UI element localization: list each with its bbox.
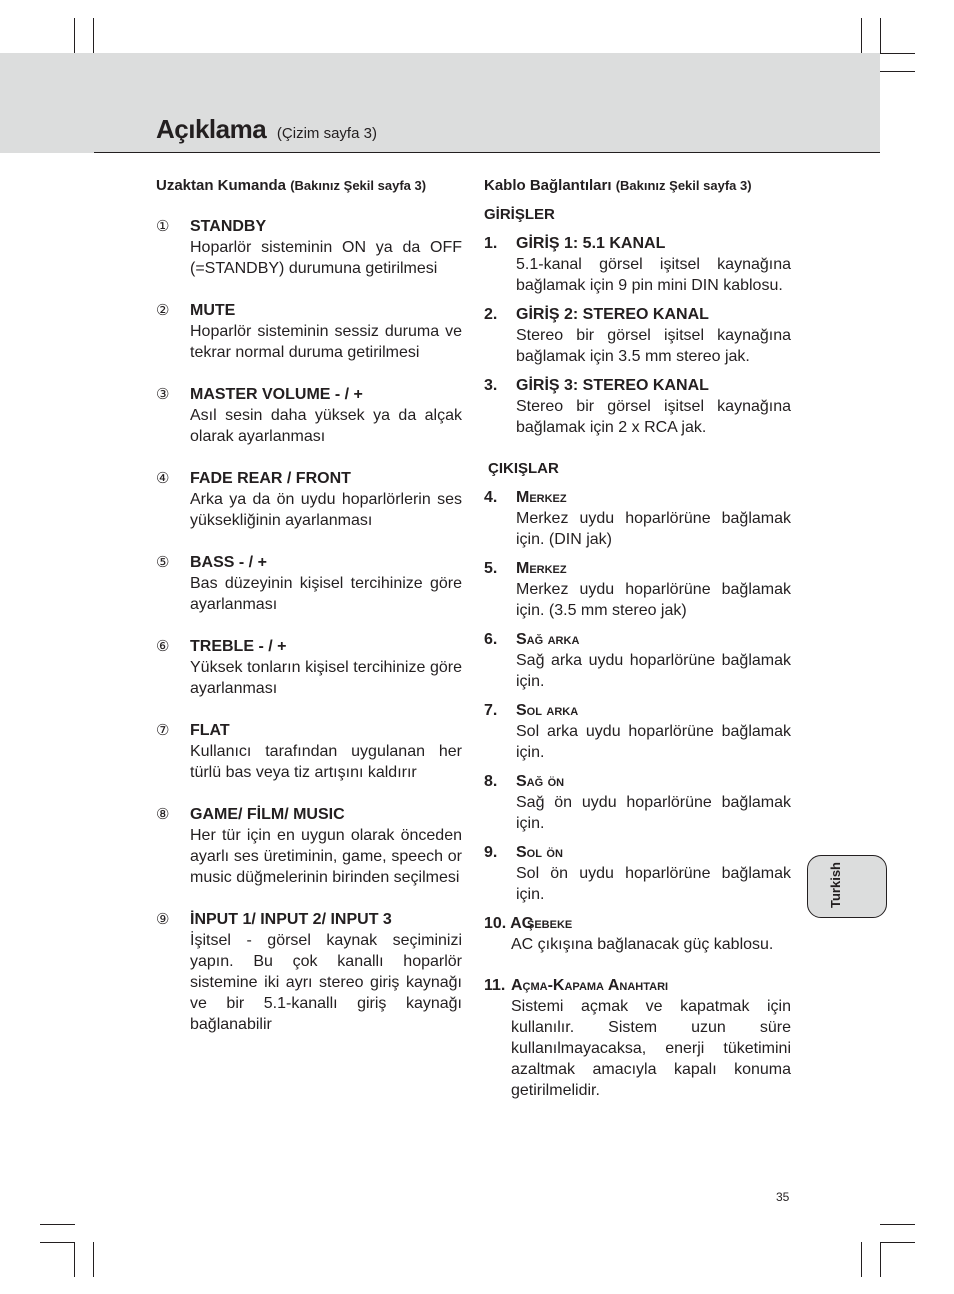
item-title: Merkez bbox=[516, 489, 567, 506]
crop-mark bbox=[40, 1224, 75, 1225]
crop-mark bbox=[880, 1242, 881, 1277]
page-number: 35 bbox=[776, 1190, 790, 1204]
item-title: Sağ arka bbox=[516, 631, 580, 648]
item-title: Merkez bbox=[516, 560, 567, 577]
crop-mark bbox=[880, 1242, 915, 1243]
item-description: Sol ön uydu hoparlörüne bağlamak için. bbox=[516, 865, 791, 903]
item-title: GAME/ FİLM/ MUSIC bbox=[190, 806, 345, 823]
output-item bbox=[484, 700, 791, 763]
item-number: 5. bbox=[484, 560, 498, 577]
remote-item bbox=[156, 300, 462, 363]
item-title: MUTE bbox=[190, 302, 236, 319]
output-item bbox=[484, 771, 791, 834]
item-number: 1. bbox=[484, 235, 498, 252]
section-ref: (Bakınız Şekil sayfa 3) bbox=[290, 178, 427, 193]
remote-item bbox=[156, 468, 462, 531]
item-title: Sol arka bbox=[516, 702, 579, 719]
input-item bbox=[484, 233, 791, 296]
page-title bbox=[156, 114, 377, 145]
item-number: ⑨ bbox=[156, 911, 170, 928]
crop-mark bbox=[880, 71, 915, 72]
crop-mark bbox=[880, 1224, 915, 1225]
section-title: Kablo Bağlantıları bbox=[484, 177, 612, 194]
item-number: ③ bbox=[156, 386, 170, 403]
item-number: 3. bbox=[484, 377, 498, 394]
section-ref: (Bakınız Şekil sayfa 3) bbox=[615, 178, 752, 193]
remote-item bbox=[156, 720, 462, 783]
item-description: Bas düzeyinin kişisel tercihinize göre ayarlanması bbox=[190, 575, 462, 613]
crop-mark bbox=[74, 18, 75, 53]
output-item bbox=[484, 842, 791, 905]
item-title: Açma-Kapama Anahtari bbox=[511, 977, 669, 994]
item-description: Arka ya da ön uydu hoparlörlerin ses yüksekliğinin ayarlanması bbox=[190, 491, 462, 529]
language-tab-label: Turkish bbox=[828, 862, 843, 908]
item-number: ② bbox=[156, 302, 170, 319]
item-description: Hoparlör sisteminin sessiz duruma ve tekrar normal duruma getirilmesi bbox=[190, 323, 462, 361]
section-heading-cables bbox=[484, 175, 791, 196]
item-title: GİRİŞ 3: STEREO KANAL bbox=[516, 377, 709, 394]
item-description: AC çıkışına bağlanacak güç kablosu. bbox=[511, 936, 774, 953]
item-title: BASS - / + bbox=[190, 554, 267, 571]
outputs-list bbox=[484, 487, 791, 1101]
item-description: Stereo bir görsel işitsel kaynağına bağlamak için 3.5 mm stereo jak. bbox=[516, 327, 791, 365]
item-description: Asıl sesin daha yüksek ya da alçak olarak ayarlanması bbox=[190, 407, 462, 445]
crop-mark bbox=[93, 18, 94, 53]
item-title: GİRİŞ 1: 5.1 KANAL bbox=[516, 235, 666, 252]
output-item bbox=[484, 629, 791, 692]
output-item bbox=[484, 975, 791, 1101]
remote-item bbox=[156, 636, 462, 699]
item-description: Merkez uydu hoparlörüne bağlamak için. (3.5 mm stereo jak) bbox=[516, 581, 791, 619]
item-title: FADE REAR / FRONT bbox=[190, 470, 351, 487]
item-title: Sol ön bbox=[516, 844, 563, 861]
input-item bbox=[484, 375, 791, 438]
inputs-list bbox=[484, 233, 791, 438]
inputs-heading: GİRİŞLER bbox=[484, 206, 555, 223]
item-title: Sağ ön bbox=[516, 773, 565, 790]
crop-mark bbox=[880, 53, 915, 54]
item-description: Yüksek tonların kişisel tercihinize göre ayarlanması bbox=[190, 659, 462, 697]
item-description: Stereo bir görsel işitsel kaynağına bağlamak için 2 x RCA jak. bbox=[516, 398, 791, 436]
item-number: ④ bbox=[156, 470, 170, 487]
item-number: ⑦ bbox=[156, 722, 170, 739]
item-description: Sol arka uydu hoparlörüne bağlamak için. bbox=[516, 723, 791, 761]
item-description: Her tür için en uygun olarak önceden ayarlı ses üretiminin, game, speech or music düğmelerinin birinden seçilmesi bbox=[190, 827, 462, 886]
remote-items-list bbox=[156, 216, 462, 1035]
page-title-text: Açıklama bbox=[156, 114, 267, 144]
item-number: 8. bbox=[484, 773, 498, 790]
item-number: ⑥ bbox=[156, 638, 170, 655]
remote-item bbox=[156, 384, 462, 447]
outputs-heading: ÇIKIŞLAR bbox=[488, 460, 559, 477]
item-number: 11. bbox=[484, 977, 506, 994]
crop-mark bbox=[880, 18, 881, 53]
item-title: İNPUT 1/ INPUT 2/ INPUT 3 bbox=[190, 911, 392, 928]
language-tab bbox=[807, 855, 887, 918]
item-number: 10. AC bbox=[484, 915, 534, 932]
item-title: STANDBY bbox=[190, 218, 267, 235]
item-description: İşitsel - görsel kaynak seçiminizi yapın. Bu çok kanallı hoparlör sistemine iki ayrı stereo giriş kaynağı ve bir 5.1-kanallı giriş kaynağı bağlanabilir bbox=[190, 932, 462, 1033]
input-item bbox=[484, 304, 791, 367]
header-rule bbox=[94, 152, 880, 153]
remote-item bbox=[156, 804, 462, 888]
item-description: Merkez uydu hoparlörüne bağlamak için. (DIN jak) bbox=[516, 510, 791, 548]
item-number: 6. bbox=[484, 631, 498, 648]
item-description: Kullanıcı tarafından uygulanan her türlü bas veya tiz artışını kaldırır bbox=[190, 743, 462, 781]
item-number: 4. bbox=[484, 489, 498, 506]
crop-mark bbox=[93, 1242, 94, 1277]
item-description: Sağ ön uydu hoparlörüne bağlamak için. bbox=[516, 794, 791, 832]
output-item bbox=[484, 558, 791, 621]
item-number: ⑤ bbox=[156, 554, 170, 571]
remote-item bbox=[156, 552, 462, 615]
item-description: Sistemi açmak ve kapatmak için kullanılır. Sistem uzun süre kullanılmayacaksa, enerji tüketimini azaltmak amacıyla kapalı konuma getirilmelidir. bbox=[511, 998, 791, 1099]
remote-item bbox=[156, 216, 462, 279]
crop-mark bbox=[74, 1242, 75, 1277]
item-title: GİRİŞ 2: STEREO KANAL bbox=[516, 306, 709, 323]
output-item bbox=[484, 487, 791, 550]
item-title: MASTER VOLUME - / + bbox=[190, 386, 363, 403]
crop-mark bbox=[40, 1242, 75, 1243]
item-number: 2. bbox=[484, 306, 498, 323]
item-description: 5.1-kanal görsel işitsel kaynağına bağlamak için 9 pin mini DIN kablosu. bbox=[516, 256, 791, 294]
left-column bbox=[156, 175, 462, 1056]
item-description: Hoparlör sisteminin ON ya da OFF (=STANDBY) durumuna getirilmesi bbox=[190, 239, 462, 277]
item-description: Sağ arka uydu hoparlörüne bağlamak için. bbox=[516, 652, 791, 690]
crop-mark bbox=[861, 1242, 862, 1277]
crop-mark bbox=[861, 18, 862, 53]
section-heading-remote bbox=[156, 175, 462, 196]
item-title: TREBLE - / + bbox=[190, 638, 287, 655]
header-band bbox=[0, 53, 880, 153]
output-item bbox=[484, 913, 791, 955]
right-column bbox=[484, 175, 791, 1109]
item-number: 9. bbox=[484, 844, 498, 861]
item-number: ⑧ bbox=[156, 806, 170, 823]
section-title: Uzaktan Kumanda bbox=[156, 177, 287, 194]
remote-item bbox=[156, 909, 462, 1035]
item-number: ① bbox=[156, 218, 170, 235]
item-title: şebeke bbox=[527, 915, 573, 932]
page-subtitle: (Çizim sayfa 3) bbox=[276, 125, 377, 142]
item-title: FLAT bbox=[190, 722, 230, 739]
item-number: 7. bbox=[484, 702, 498, 719]
